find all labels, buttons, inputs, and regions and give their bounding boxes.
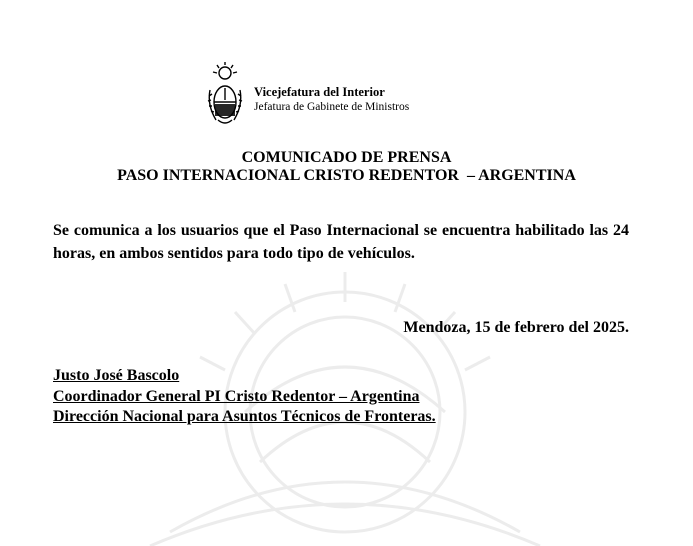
signatory-department: Dirección Nacional para Asuntos Técnicos de Fronteras. <box>53 408 436 425</box>
signature-block <box>53 366 436 428</box>
document-title <box>0 149 693 185</box>
organization-subtitle: Jefatura de Gabinete de Ministros <box>254 101 410 113</box>
title-line-2: PASO INTERNACIONAL CRISTO REDENTOR – ARGENTINA <box>117 167 576 184</box>
organization-name: Vicejefatura del Interior <box>254 85 385 99</box>
date-line: Mendoza, 15 de febrero del 2025. <box>403 319 629 336</box>
title-line-1: COMUNICADO DE PRENSA <box>241 149 452 166</box>
signatory-role: Coordinador General PI Cristo Redentor – Argentina <box>53 387 420 405</box>
announcement-body: Se comunica a los usuarios que el Paso Internacional se encuentra habilitado las 24 horas, en ambos sentidos para todo tipo de vehículos. <box>53 222 629 262</box>
coat-of-arms-icon <box>206 60 244 130</box>
signatory-name: Justo José Bascolo <box>53 367 180 384</box>
